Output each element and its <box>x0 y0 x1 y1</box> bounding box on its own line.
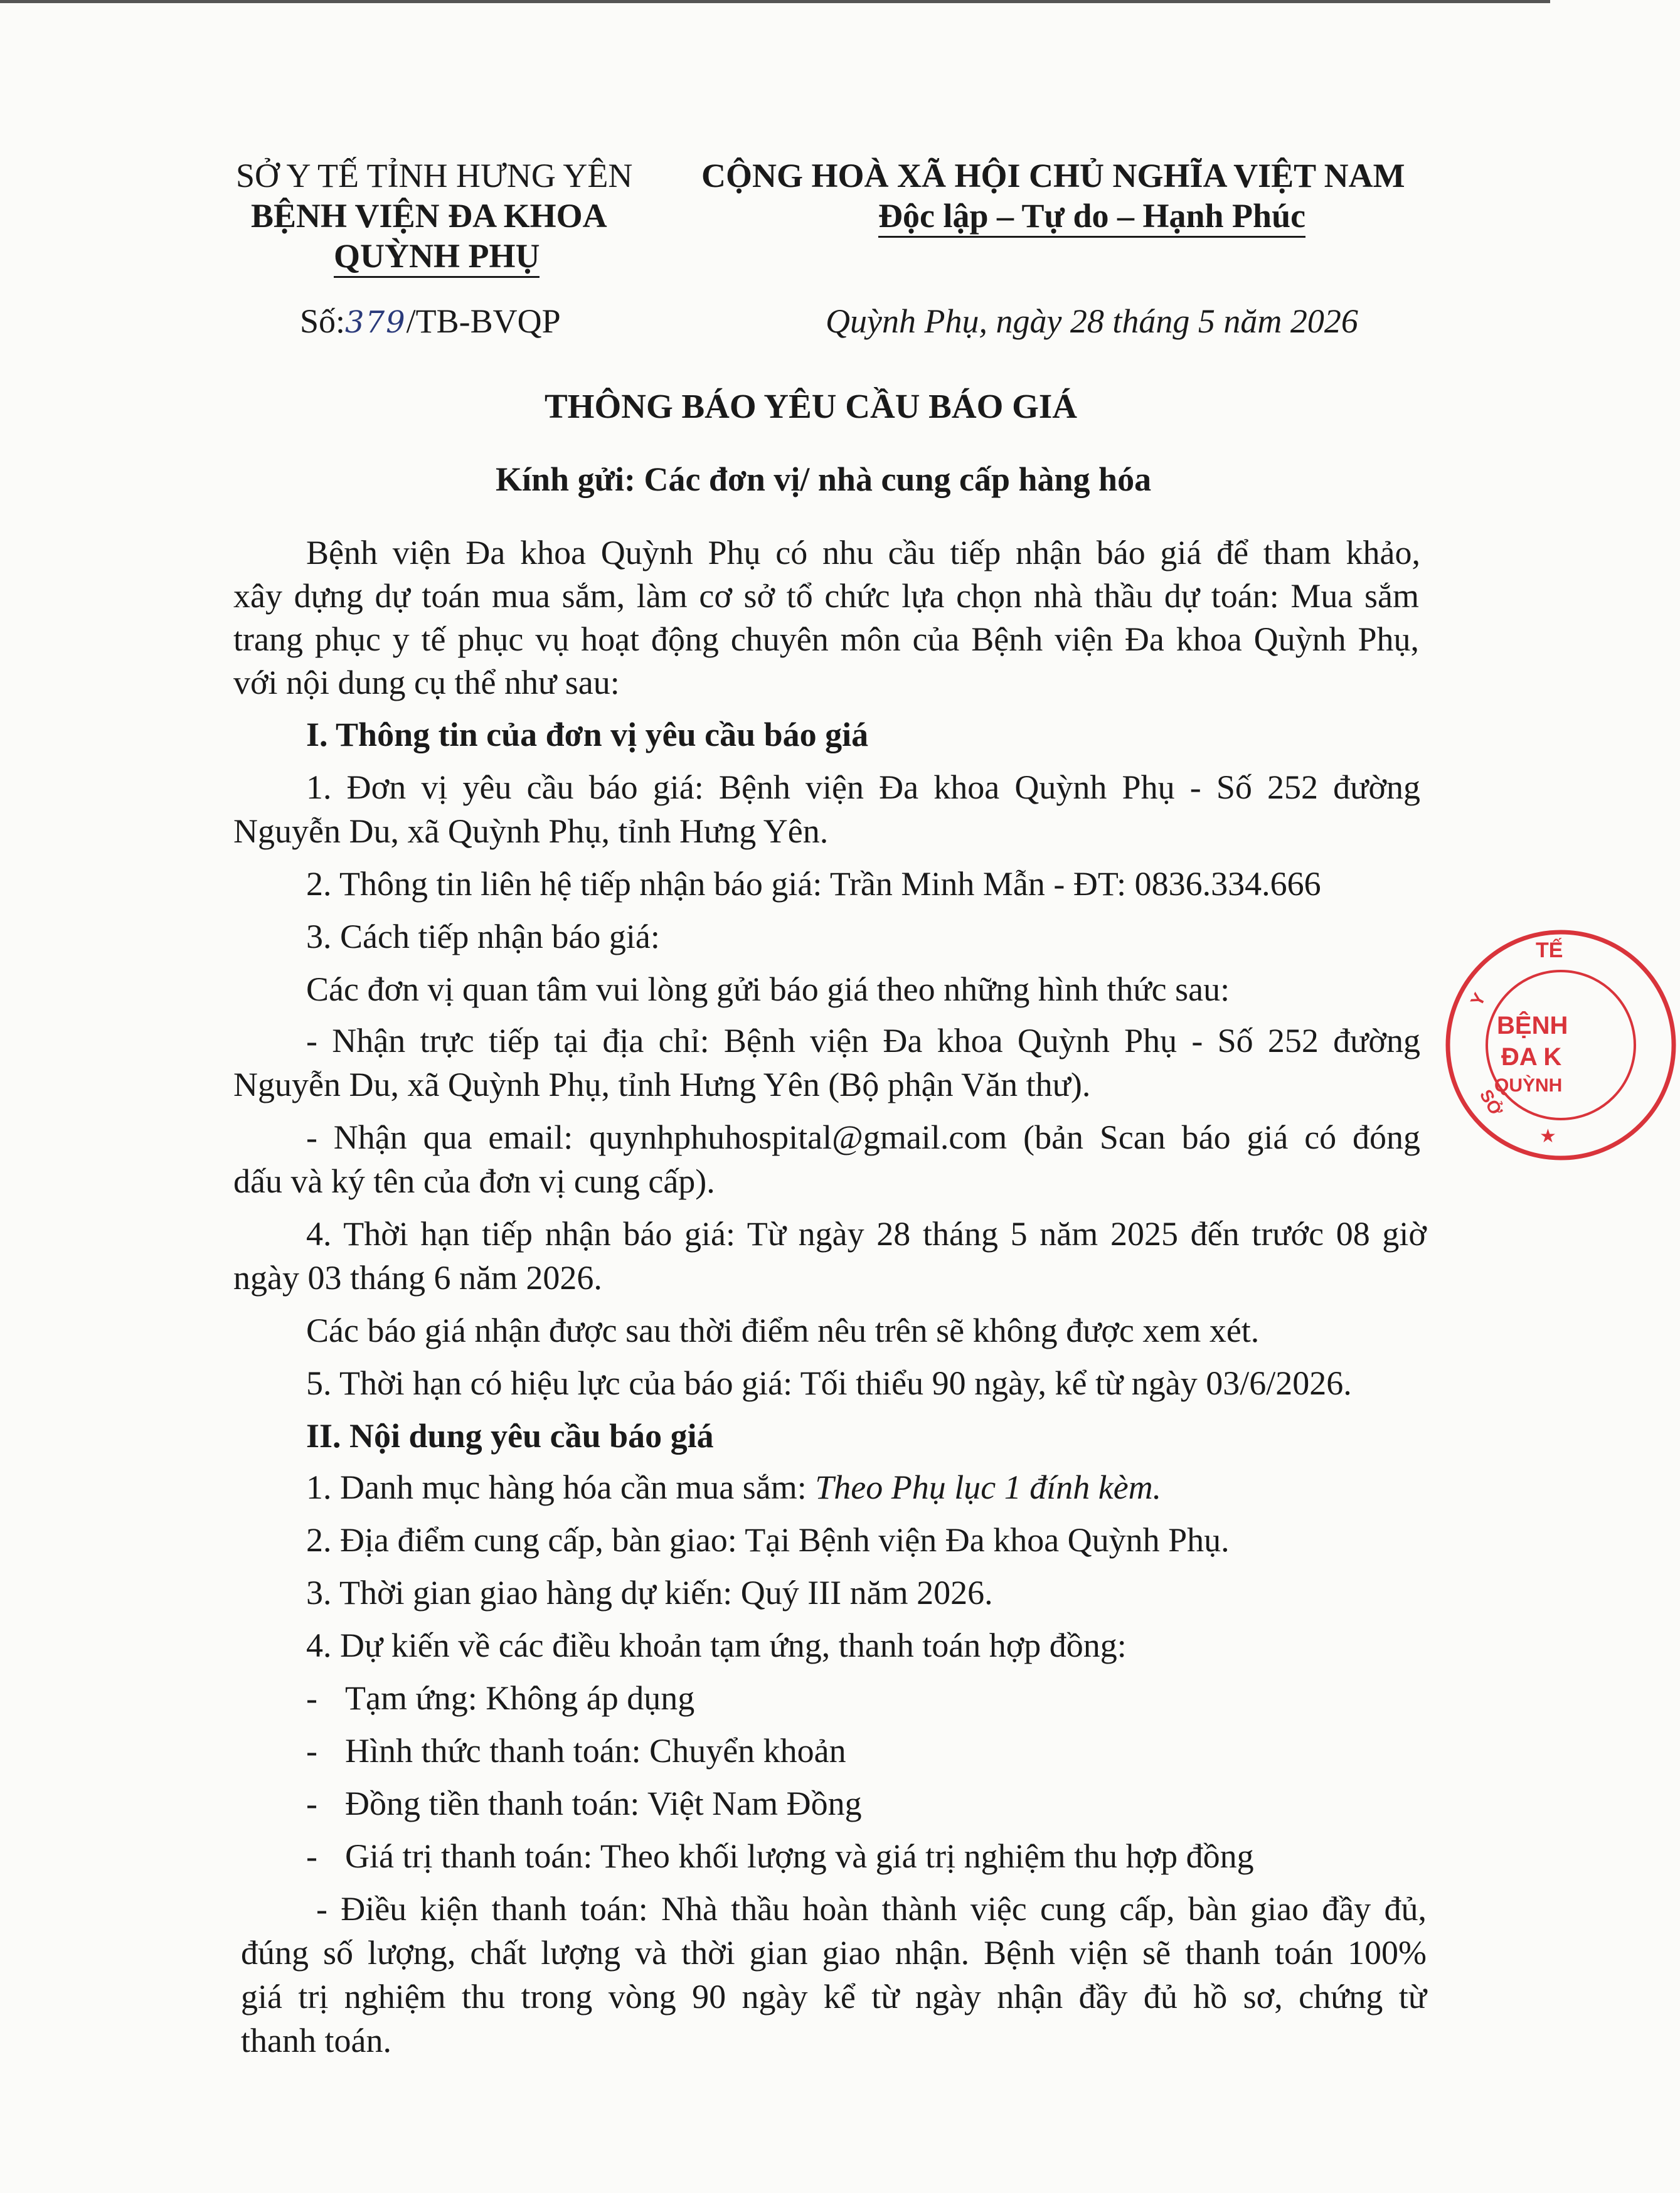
scan-top-edge <box>0 0 1550 3</box>
bullet-dash: - <box>306 1785 317 1822</box>
national-motto <box>878 196 1305 236</box>
section2-item1-value: Theo Phụ lục 1 đính kèm. <box>815 1468 1162 1506</box>
document-number <box>300 301 561 342</box>
section2-heading: II. Nội dung yêu cầu báo giá <box>306 1417 714 1455</box>
intro-line-2: xây dựng dự toán mua sắm, làm cơ sở tổ chức lựa chọn nhà thầu dự toán: Mua sắm <box>233 577 1419 615</box>
payment-condition-line2: đúng số lượng, chất lượng và thời gian giao nhận. Bệnh viện sẽ thanh toán 100% <box>241 1934 1427 1972</box>
stamp-text-line3: QUỲNH <box>1494 1075 1563 1096</box>
section1-item3-email-line1: - Nhận qua email: quynhphuhospital@gmail.com (bản Scan báo giá có đóng <box>306 1118 1420 1156</box>
section1-item4-line2: ngày 03 tháng 6 năm 2026. <box>233 1259 602 1297</box>
stamp-text-line2: ĐA K <box>1501 1043 1562 1071</box>
section1-item4-note: Các báo giá nhận được sau thời điểm nêu trên sẽ không được xem xét. <box>306 1312 1260 1349</box>
payment-condition-line1: - Điều kiện thanh toán: Nhà thầu hoàn thành việc cung cấp, bàn giao đầy đủ, <box>316 1890 1427 1928</box>
svg-text:★: ★ <box>1539 1125 1556 1147</box>
document-number-suffix: /TB-BVQP <box>406 302 561 340</box>
section2-item3: 3. Thời gian giao hàng dự kiến: Quý III năm 2026. <box>306 1574 993 1612</box>
issuer-hospital: BỆNH VIỆN ĐA KHOA <box>251 197 607 235</box>
bullet-currency <box>306 1781 862 1825</box>
issuer-department: SỞ Y TẾ TỈNH HƯNG YÊN <box>236 157 633 194</box>
bullet-dash: - <box>306 1837 317 1875</box>
bullet-advance <box>306 1676 694 1720</box>
svg-text:Y: Y <box>1466 989 1490 1009</box>
bullet-dash: - <box>306 1679 317 1717</box>
intro-line-4: với nội dung cụ thể như sau: <box>233 664 620 701</box>
bullet-text: Giá trị thanh toán: Theo khối lượng và giá trị nghiệm thu hợp đồng <box>345 1837 1254 1875</box>
svg-text:SỞ: SỞ <box>1475 1086 1506 1119</box>
intro-line-1: Bệnh viện Đa khoa Quỳnh Phụ có nhu cầu tiếp nhận báo giá để tham khảo, <box>306 534 1420 571</box>
bullet-payment-value <box>306 1834 1254 1878</box>
bullet-payment-method <box>306 1729 846 1773</box>
bullet-text: Hình thức thanh toán: Chuyển khoản <box>345 1732 846 1770</box>
hospital-stamp <box>1442 926 1680 1164</box>
bullet-text: Đồng tiền thanh toán: Việt Nam Đồng <box>345 1785 862 1822</box>
section1-item3-direct-line1: - Nhận trực tiếp tại địa chỉ: Bệnh viện Đa khoa Quỳnh Phụ - Số 252 đường <box>306 1022 1420 1059</box>
stamp-text-line1: BỆNH <box>1497 1012 1568 1039</box>
payment-condition-line3: giá trị nghiệm thu trong vòng 90 ngày kể từ ngày nhận đầy đủ hồ sơ, chứng từ <box>241 1978 1427 2015</box>
page-title: THÔNG BÁO YÊU CẦU BÁO GIÁ <box>545 387 1078 425</box>
bullet-dash: - <box>306 1732 317 1770</box>
section1-item4-line1: 4. Thời hạn tiếp nhận báo giá: Từ ngày 28 tháng 5 năm 2025 đến trước 08 giờ <box>306 1215 1427 1253</box>
national-title: CỘNG HOÀ XÃ HỘI CHỦ NGHĨA VIỆT NAM <box>701 157 1405 194</box>
section2-item1-label: 1. Danh mục hàng hóa cần mua sắm: <box>306 1468 816 1506</box>
national-motto-text: Độc lập – Tự do – Hạnh Phúc <box>878 197 1305 238</box>
bullet-text: Tạm ứng: Không áp dụng <box>345 1679 695 1717</box>
issuer-hospital-district <box>334 236 540 276</box>
intro-line-3: trang phục y tế phục vụ hoạt động chuyên môn của Bệnh viện Đa khoa Quỳnh Phụ, <box>233 620 1419 658</box>
section1-item1-line1: 1. Đơn vị yêu cầu báo giá: Bệnh viện Đa khoa Quỳnh Phụ - Số 252 đường <box>306 768 1420 806</box>
place-date: Quỳnh Phụ, ngày 28 tháng 5 năm 2026 <box>826 302 1358 340</box>
section1-item3-email-line2: dấu và ký tên của đơn vị cung cấp). <box>233 1162 715 1200</box>
recipient-line: Kính gửi: Các đơn vị/ nhà cung cấp hàng hóa <box>496 460 1152 498</box>
section1-item3: 3. Cách tiếp nhận báo giá: <box>306 918 660 955</box>
section1-item1-line2: Nguyễn Du, xã Quỳnh Phụ, tỉnh Hưng Yên. <box>233 812 829 850</box>
section2-item2: 2. Địa điểm cung cấp, bàn giao: Tại Bệnh viện Đa khoa Quỳnh Phụ. <box>306 1521 1230 1559</box>
section1-item3-note: Các đơn vị quan tâm vui lòng gửi báo giá theo những hình thức sau: <box>306 970 1230 1008</box>
section2-item4: 4. Dự kiến về các điều khoản tạm ứng, thanh toán hợp đồng: <box>306 1627 1127 1664</box>
payment-condition-line4: thanh toán. <box>241 2022 391 2059</box>
document-number-handwritten: 379 <box>345 305 407 340</box>
section1-item5: 5. Thời hạn có hiệu lực của báo giá: Tối thiểu 90 ngày, kể từ ngày 03/6/2026. <box>306 1364 1352 1402</box>
section1-item3-direct-line2: Nguyễn Du, xã Quỳnh Phụ, tỉnh Hưng Yên (Bộ phận Văn thư). <box>233 1066 1091 1103</box>
stamp-text-top: TẾ <box>1536 938 1563 962</box>
section1-item2: 2. Thông tin liên hệ tiếp nhận báo giá: Trần Minh Mẫn - ĐT: 0836.334.666 <box>306 865 1321 903</box>
document-number-prefix: Số: <box>300 302 346 340</box>
section2-item1 <box>306 1465 1161 1509</box>
issuer-hospital-district-text: QUỲNH PHỤ <box>334 237 540 278</box>
section1-heading: I. Thông tin của đơn vị yêu cầu báo giá <box>306 716 869 753</box>
